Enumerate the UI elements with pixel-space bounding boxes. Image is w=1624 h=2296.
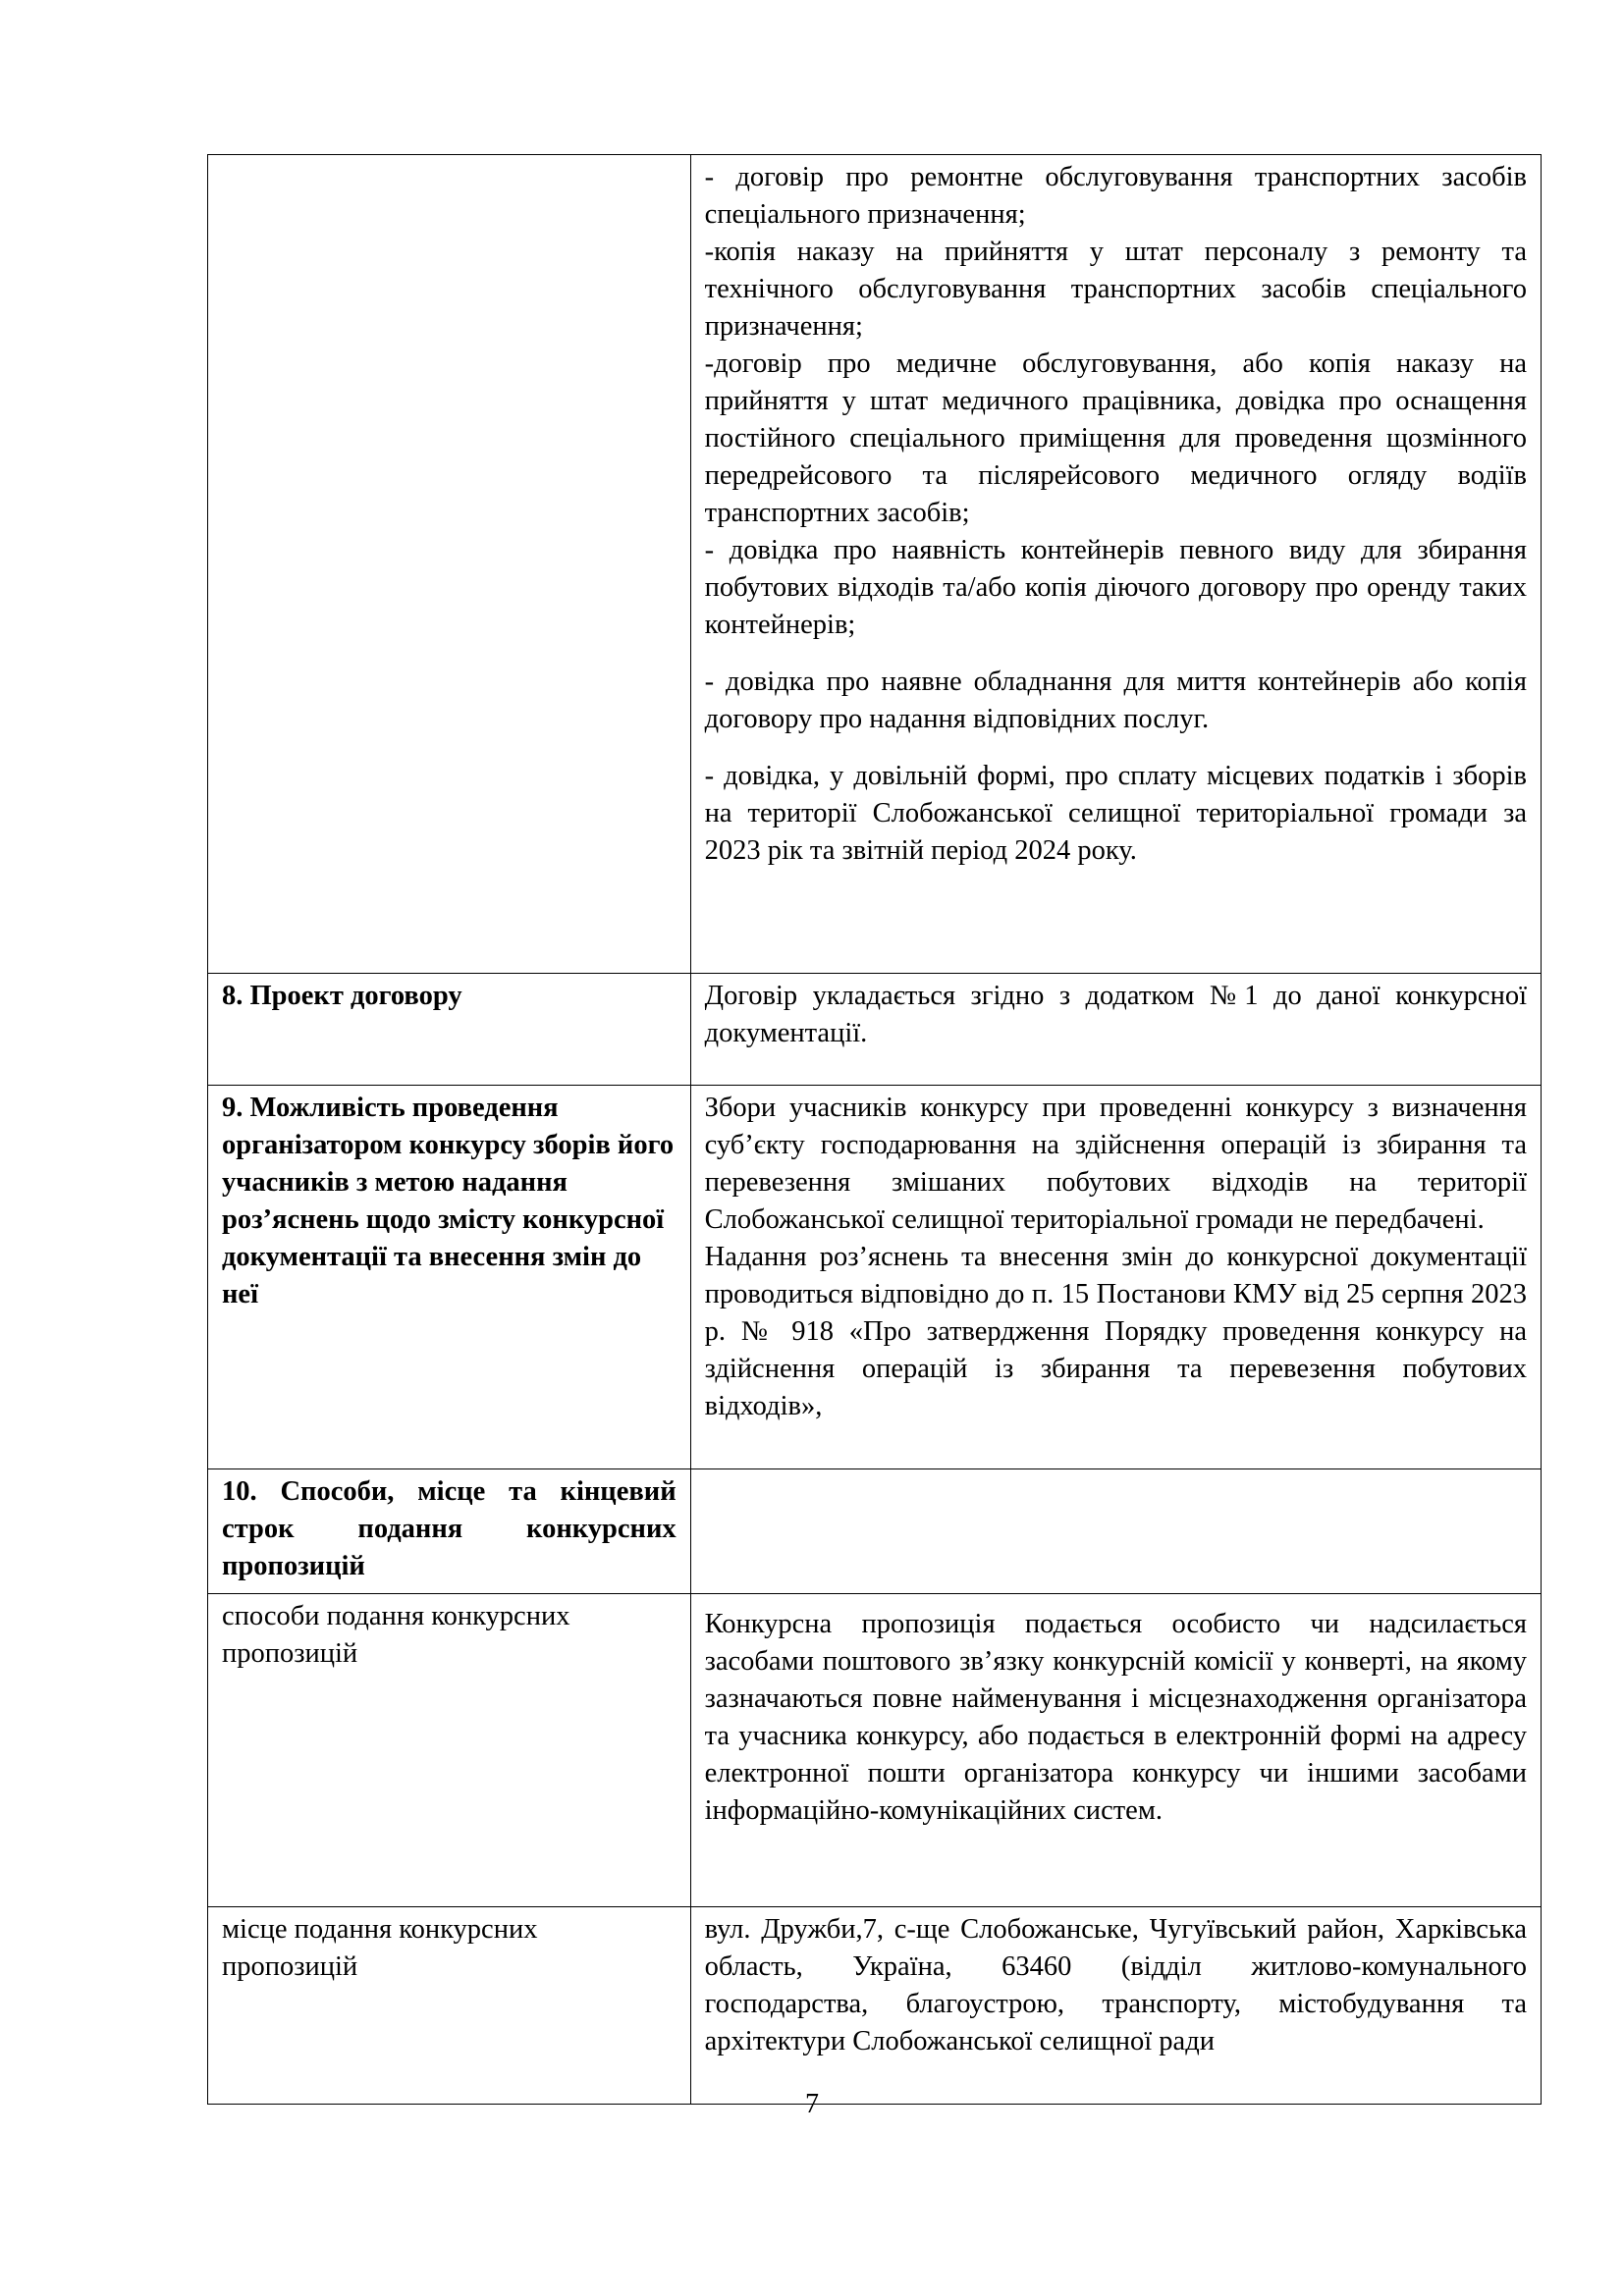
paragraph: Надання роз’яснень та внесення змін до конкурсної документації проводиться відповідно до п. 15 Постанови КМУ від 25 серпня 2023 р. № 918 «Про затвердження Порядку проведення конкурсу на здійснення операцій із збирання та перевезення побутових відходів», bbox=[704, 1242, 1527, 1421]
table-row bbox=[208, 974, 1542, 1086]
section-8-label: 8. Проект договору bbox=[208, 974, 691, 1086]
paragraph: Договір укладається згідно з додатком №1 до даної конкурсної документації. bbox=[704, 981, 1527, 1048]
list-item: - довідка, у довільній формі, про сплату місцевих податків і зборів на території Слобожанської селищної територіальної громади за 2023 рік та звітній період 2024 року. bbox=[704, 761, 1527, 866]
requirements-table bbox=[207, 154, 1542, 2105]
section-10-content bbox=[690, 1469, 1541, 1594]
section-9-content bbox=[690, 1086, 1541, 1469]
submission-methods-content bbox=[690, 1594, 1541, 1907]
section-10-label: 10. Способи, місце та кінцевий строк подання конкурсних пропозицій bbox=[208, 1469, 691, 1594]
list-item: - довідка про наявне обладнання для миття контейнерів або копія договору про надання відповідних послуг. bbox=[704, 667, 1527, 734]
table-row bbox=[208, 1907, 1542, 2105]
paragraph: Конкурсна пропозиція подається особисто чи надсилається засобами поштового зв’язку конкурсній комісії у конверті, на якому зазначаються повне найменування і місцезнаходження організатора та учасника конкурсу, або подається в електронній формі на адресу електронної пошти організатора конкурсу чи іншими засобами інформаційно-комунікаційних систем. bbox=[704, 1609, 1527, 1826]
paragraph: Збори учасників конкурсу при проведенні конкурсу з визначення суб’єкту господарювання на здійснення операцій із збирання та перевезення змішаних побутових відходів на території Слобожанської селищної територіальної громади не передбачені. bbox=[704, 1093, 1527, 1235]
row-label-cell bbox=[208, 155, 691, 974]
submission-place-label: місце подання конкурсних пропозицій bbox=[208, 1907, 691, 2105]
table-row bbox=[208, 1469, 1542, 1594]
submission-methods-label: способи подання конкурсних пропозицій bbox=[208, 1594, 691, 1907]
table-row bbox=[208, 155, 1542, 974]
paragraph: вул. Дружби,7, с-ще Слобожанське, Чугуївський район, Харківська область, Україна, 63460 (відділ житлово-комунального господарства, благоустрою, транспорту, містобудування та архітектури Слобожанської селищної ради bbox=[704, 1914, 1527, 2056]
list-item: - договір про ремонтне обслуговування транспортних засобів спеціального призначення; bbox=[704, 162, 1527, 230]
submission-place-content bbox=[690, 1907, 1541, 2105]
table-row bbox=[208, 1594, 1542, 1907]
section-9-label: 9. Можливість проведення організатором конкурсу зборів його учасників з метою надання роз’яснень щодо змісту конкурсної документації та внесення змін до неї bbox=[208, 1086, 691, 1469]
row-content-cell bbox=[690, 155, 1541, 974]
page-number: 7 bbox=[805, 2089, 819, 2119]
section-8-content bbox=[690, 974, 1541, 1086]
list-item: -договір про медичне обслуговування, або копія наказу на прийняття у штат медичного працівника, довідка про оснащення постійного спеціального приміщення для проведення щозмінного передрейсового та післярейсового медичного огляду водіїв транспортних засобів; bbox=[704, 348, 1527, 528]
list-item: -копія наказу на прийняття у штат персоналу з ремонту та технічного обслуговування транспортних засобів спеціального призначення; bbox=[704, 237, 1527, 342]
table-row bbox=[208, 1086, 1542, 1469]
list-item: - довідка про наявність контейнерів певного виду для збирання побутових відходів та/або копія діючого договору про оренду таких контейнерів; bbox=[704, 535, 1527, 640]
